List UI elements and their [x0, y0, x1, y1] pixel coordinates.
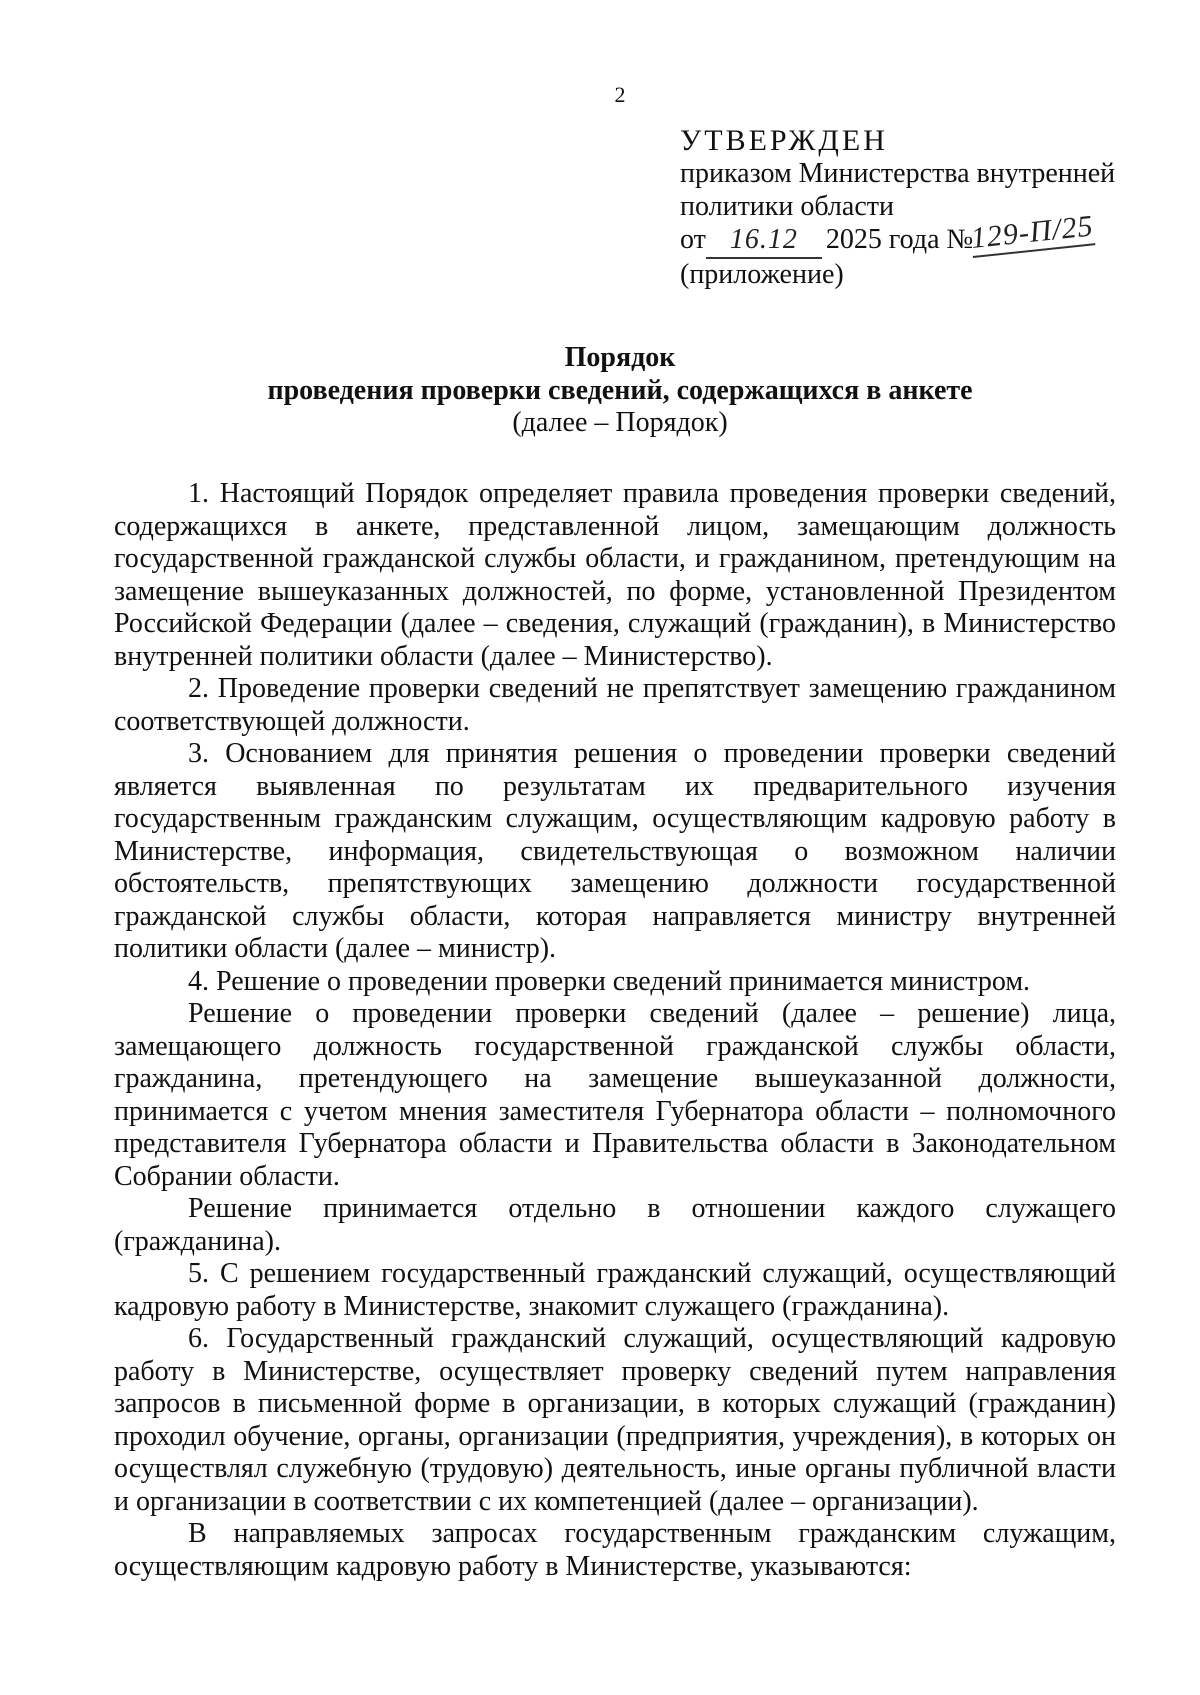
paragraph-6-requests: В направляемых запросах государственным гражданским служащим, осуществляющим кадровую работу в Министерстве, указываются: — [114, 1518, 1116, 1582]
document-subtitle: проведения проверки сведений, содержащихся в анкете — [267, 374, 973, 406]
page-number: 2 — [614, 82, 626, 107]
document-title-note: (далее – Порядок) — [512, 407, 728, 438]
handwritten-date: 16.12 — [706, 224, 822, 259]
approved-heading: УТВЕРЖДЕН — [680, 124, 888, 157]
document-title: Порядок — [564, 342, 676, 373]
paragraph-3: 3. Основанием для принятия решения о проведении проверки сведений является выявленная по результатам их предварительного изучения государственным гражданским служащим, осуществляющим кадровую работу в Министерстве, информация, свидетельствующая о возможном наличии обстоятельств, препятствующих замещению должности государственной гражданской службы области, которая направляется министру внутренней политики области (далее – министр). — [114, 738, 1116, 964]
date-prefix: от — [680, 224, 706, 255]
paragraph-2: 2. Проведение проверки сведений не препятствует замещению гражданином соответствующей должности. — [114, 673, 1116, 737]
paragraph-4-separately: Решение принимается отдельно в отношении каждого служащего (гражданина). — [114, 1193, 1116, 1257]
approval-stamp-block — [680, 124, 1180, 291]
paragraph-4: 4. Решение о проведении проверки сведений принимается министром. — [188, 965, 1031, 997]
approval-note: (приложение) — [680, 258, 844, 290]
approval-line-2: политики области — [680, 190, 894, 222]
approval-date-line — [680, 209, 1180, 259]
paragraph-5: 5. С решением государственный гражданский служащий, осуществляющий кадровую работу в Министерстве, знакомит служащего (гражданина). — [114, 1258, 1116, 1322]
document-body — [114, 478, 1116, 1583]
paragraph-1: 1. Настоящий Порядок определяет правила проведения проверки сведений, содержащихся в анкете, представленной лицом, замещающим должность государственной гражданской службы области, и гражданином, претендующим на замещение вышеуказанных должностей, по форме, установленной Президентом Российской Федерации (далее – сведения, служащий (гражданин), в Министерство внутренней политики области (далее – Министерство). — [114, 478, 1116, 672]
paragraph-6: 6. Государственный гражданский служащий, осуществляющий кадровую работу в Министерстве, осуществляет проверку сведений путем направления запросов в письменной форме в организации, в которых служащий (гражданин) проходил обучение, органы, организации (предприятия, учреждения), в которых он осуществлял служебную (трудовую) деятельность, иные органы публичной власти и организации в соответствии с их компетенцией (далее – организации). — [114, 1323, 1116, 1517]
date-suffix: 2025 года № — [825, 224, 974, 255]
paragraph-4-decision: Решение о проведении проверки сведений (далее – решение) лица, замещающего должность государственной гражданской службы области, гражданина, претендующего на замещение вышеуказанной должности, принимается с учетом мнения заместителя Губернатора области – полномочного представителя Губернатора области и Правительства области в Законодательном Собрании области. — [114, 998, 1116, 1192]
handwritten-order-number: 129-П/25 — [970, 210, 1096, 257]
approval-line-1: приказом Министерства внутренней — [680, 158, 1116, 189]
document-title-block — [0, 342, 1200, 440]
